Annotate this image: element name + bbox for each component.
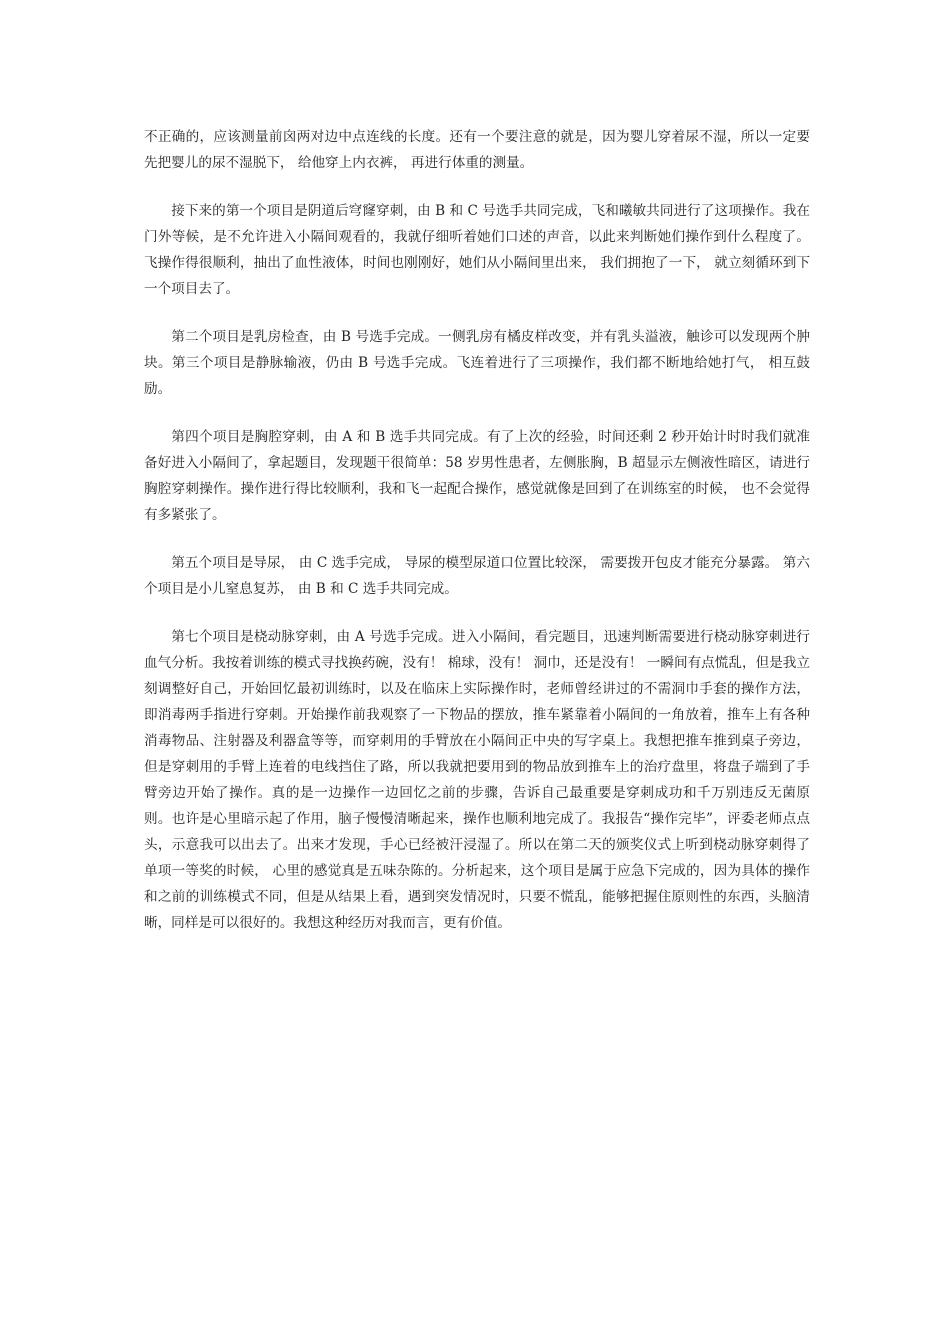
paragraph-3: 第二个项目是乳房检查，由 B 号选手完成。一侧乳房有橘皮样改变，并有乳头溢液，触诊可以发现两个肿块。第三个项目是静脉输液，仍由 B 号选手完成。飞连着进行了三项操作，我们都不断地给她打气， 相互鼓励。 bbox=[144, 329, 810, 397]
paragraph-1: 不正确的，应该测量前囟两对边中点连线的长度。还有一个要注意的就是，因为婴儿穿着尿不湿，所以一定要先把婴儿的尿不湿脱下， 给他穿上内衣裤， 再进行体重的测量。 bbox=[144, 129, 810, 171]
paragraph-2: 接下来的第一个项目是阴道后穹窿穿刺，由 B 和 C 号选手共同完成，飞和曦敏共同进行了这项操作。我在门外等候，是不允许进入小隔间观看的，我就仔细听着她们口述的声音，以此来判断她们操作到什么程度了。飞操作得很顺利，抽出了血性液体，时间也刚刚好，她们从小隔间里出来， 我们拥抱了一下， 就立刻循环到下一个项目去了。 bbox=[144, 203, 810, 297]
paragraph-6: 第七个项目是桡动脉穿刺，由 A 号选手完成。进入小隔间，看完题目，迅速判断需要进行桡动脉穿刺进行血气分析。我按着训练的模式寻找换药碗，没有！ 棉球，没有！ 洞巾，还是没有！ 一瞬间有点慌乱，但是我立刻调整好自己，开始回忆最初训练时，以及在临床上实际操作时，老师曾经讲过的不需洞巾手套的操作方法，即消毒两手指进行穿刺。开始操作前我观察了一下物品的摆放，推车紧靠着小隔间的一角放着，推车上有各种消毒物品、注射器及利器盒等等，而穿刺用的手臂放在小隔间正中央的写字桌上。我想把推车推到桌子旁边，但是穿刺用的手臂上连着的电线挡住了路，所以我就把要用到的物品放到推车上的治疗盘里，将盘子端到了手臂旁边开始了操作。真的是一边操作一边回忆之前的步骤，告诉自己最重要是穿刺成功和千万别违反无菌原则。也许是心里暗示起了作用，脑子慢慢清晰起来，操作也顺利地完成了。我报告“操作完毕”，评委老师点点头，示意我可以出去了。出来才发现，手心已经被汗浸湿了。所以在第二天的颁奖仪式上听到桡动脉穿刺得了单项一等奖的时候， 心里的感觉真是五味杂陈的。分析起来，这个项目是属于应急下完成的，因为具体的操作和之前的训练模式不同，但是从结果上看，遇到突发情况时，只要不慌乱，能够把握住原则性的东西，头脑清晰，同样是可以很好的。我想这种经历对我而言，更有价值。 bbox=[144, 629, 810, 931]
document-page bbox=[144, 124, 810, 958]
paragraph-4: 第四个项目是胸腔穿刺，由 A 和 B 选手共同完成。有了上次的经验，时间还剩 2 秒开始计时时我们就准备好进入小隔间了，拿起题目，发现题干很简单：58 岁男性患者，左侧胀胸，B 超显示左侧液性暗区，请进行胸腔穿刺操作。操作进行得比较顺利，我和飞一起配合操作，感觉就像是回到了在训练室的时候， 也不会觉得有多紧张了。 bbox=[144, 429, 810, 523]
paragraph-5: 第五个项目是导尿， 由 C 选手完成， 导尿的模型尿道口位置比较深， 需要拨开包皮才能充分暴露。 第六个项目是小儿窒息复苏， 由 B 和 C 选手共同完成。 bbox=[144, 555, 810, 597]
